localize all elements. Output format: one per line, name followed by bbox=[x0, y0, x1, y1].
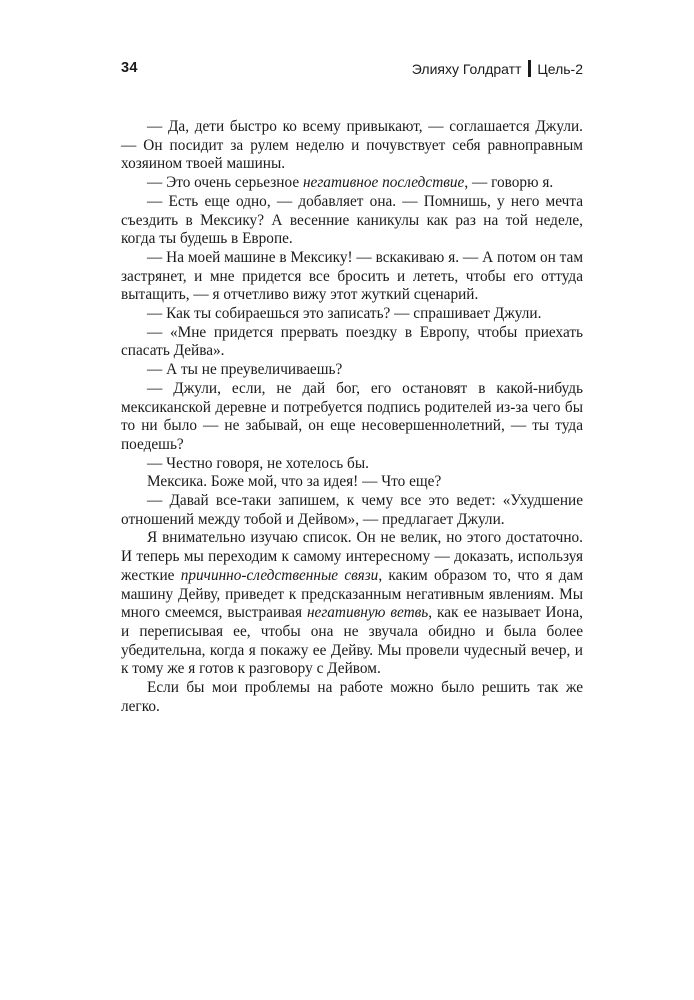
paragraph bbox=[121, 305, 583, 324]
text-run: — Как ты собираешься это записать? — спрашивает Джули. bbox=[147, 305, 542, 323]
italic-term: негативное последствие bbox=[302, 174, 465, 192]
text-run: Мексика. Боже мой, что за идея! — Что еще? bbox=[147, 473, 442, 491]
text-run: — Есть еще одно, — добавляет она. — Помнишь, у него мечта съездить в Мексику? А весенние каникулы как раз на той неделе, когда ты будешь в Европе. bbox=[121, 192, 583, 248]
italic-term: причинно-следственные связи bbox=[180, 566, 379, 584]
body-text bbox=[121, 118, 583, 717]
page-number: 34 bbox=[121, 60, 138, 76]
text-run: , как ее называет Иона, и переписывая ее, чтобы она не звучала обидно и была более убедительна, когда я покажу ее Дейву. Мы провели чудесный вечер, и к тому же я готов к разговору с Дейвом. bbox=[121, 604, 583, 678]
paragraph bbox=[121, 193, 583, 249]
text-run: — На моей машине в Мексику! — вскакиваю я. — А потом он там застрянет, и мне придется все бросить и лететь, чтобы его оттуда вытащить, — я отчетливо вижу этот жуткий сценарий. bbox=[121, 248, 583, 304]
text-run: — Джули, если, не дай бог, его остановят в какой-нибудь мексиканской деревне и потребуется подпись родителей из-за чего бы то ни было — не забывай, он еще несовершеннолетний, — ты туда поедешь? bbox=[121, 379, 583, 453]
text-run: Я внимательно изучаю список. Он не велик, но этого достаточно. И теперь мы переходим к самому интересному — доказать, используя жесткие bbox=[121, 529, 583, 584]
author-name: Элияху Голдратт bbox=[411, 60, 522, 77]
text-run: — Давай все-таки запишем, к чему все это ведет: «Ухудшение отношений между тобой и Дейвом», — предлагает Джули. bbox=[121, 492, 583, 528]
paragraph bbox=[121, 174, 583, 193]
paragraph bbox=[121, 679, 583, 716]
text-run: , — говорю я. bbox=[464, 174, 554, 192]
paragraph bbox=[121, 361, 583, 380]
book-title: Цель-2 bbox=[537, 60, 583, 77]
italic-term: негативную ветвь bbox=[306, 604, 429, 622]
text-run: — Да, дети быстро ко всему привыкают, — соглашается Джули. — Он посидит за рулем неделю и почувствует себя равноправным хозяином твоей машины. bbox=[121, 118, 583, 173]
paragraph bbox=[121, 473, 583, 492]
paragraph bbox=[121, 118, 583, 174]
text-run: Если бы мои проблемы на работе можно было решить так же легко. bbox=[121, 679, 583, 715]
header-separator bbox=[528, 60, 531, 77]
paragraph bbox=[121, 249, 583, 305]
text-run: — А ты не преувеличиваешь? bbox=[147, 361, 343, 379]
running-head bbox=[412, 60, 583, 77]
paragraph bbox=[121, 529, 583, 679]
page-header bbox=[121, 58, 583, 80]
text-run: — Честно говоря, не хотелось бы. bbox=[147, 454, 369, 472]
text-run: — «Мне придется прервать поездку в Европу, чтобы приехать спасать Дейва». bbox=[121, 323, 583, 360]
text-run: — Это очень серьезное bbox=[147, 174, 303, 192]
text-run: , каким образом то, что я дам машину Дейву, приведет к предсказанным негативным явлениям. Мы много смеемся, выстраивая bbox=[121, 566, 583, 622]
paragraph bbox=[121, 455, 583, 474]
paragraph bbox=[121, 324, 583, 361]
paragraph bbox=[121, 492, 583, 529]
paragraph bbox=[121, 380, 583, 455]
